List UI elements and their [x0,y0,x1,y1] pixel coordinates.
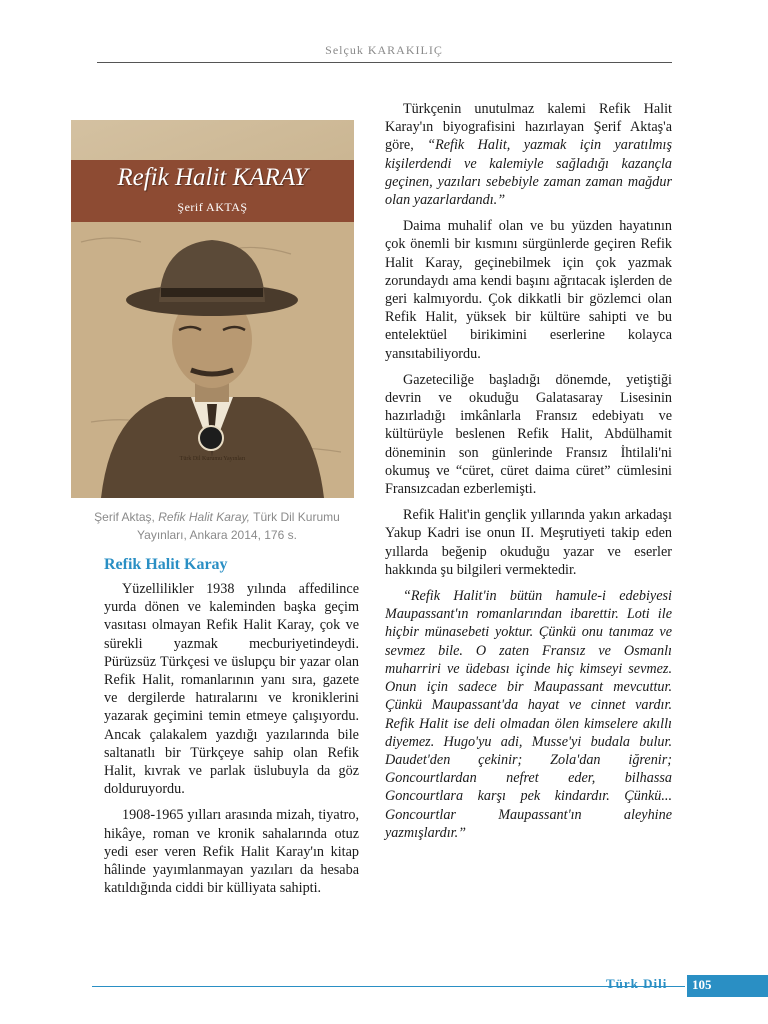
paragraph: Yüzellilikler 1938 yılında affedilince yurda dönen ve kaleminden başka geçim vasıtası olmayan Refik Halit Karay, çok ve sürekli yazmak mecburiyetindeydi. Pürüzsüz Türkçesi ve üslupçu bir yazar olan Refik Halit, romanlarının yanı sıra, gazete ve dergilerde hatıralarını ve kroniklerini yazarak geçimini temin etmeye çalışıyordu. Ancak çalakalem yazdığı yazılarında bile saltanatlı bir Türkçeye sahip olan Refik Halit, kıvrak ve parlak üslubuyla da göz dolduruyordu. [104,581,359,798]
caption-suffix: Türk Dil Kurumu Yayınları, Ankara 2014, 176 s. [137,510,340,542]
block-quote: “Refik Halit'in bütün hamule-i edebiyesi Maupassant'ın romanlarından ibarettir. Loti ile hiçbir münasebeti yoktur. Çünkü onu tanımaz ve sevmez bile. O zaten Fransız ve Osmanlı muharriri ve üdebası içinde hiç kimseyi sevmez. Onun için sadece bir Maupassant mevcuttur. Çünkü Maupassant'da hayat ve cinnet vardır. Refik Halit ise deli olmadan ölen kimselere akıllı diyemez. Hugo'yu adi, Musse'yi budala bulur. Daudet'den çekinir; Zola'dan iğrenir; Goncourtlardan nefret eder, bilhassa Goncourtlara karşı pek kindardır. Çünkü... Goncourtlar Maupassant'ın aleyhine yazmışlardır.” [385,588,672,841]
section-heading: Refik Halit Karay [104,556,228,573]
journal-name: Türk Dili [606,976,668,991]
paragraph: Daima muhalif olan ve bu yüzden hayatının çok önemli bir kısmını sürgünlerde geçiren Refik Halit Karay, geçinebilmek için çok yazmak zorundaydı ama kendi başını ağrıtacak işlerden de geri kalmıyordu. Çok dikkatli bir gözlemci olan Refik Halit, yüksek bir kültüre sahipti ve bu entelektüel birikimini eserlerine kolayca yansıtabiliyordu. [385,218,672,362]
paragraph [385,100,672,209]
paragraph: Gazeteciliğe başladığı dönemde, yetiştiği devrin ve okuduğu Galatasaray Lisesinin hazırladığı imkânlarla Fransız edebiyatı ve kültürüyle beslenen Refik Halit, Abdülhamit döneminin son günlerinde Fransız İhtilali'ni okumuş ve “cüret, cüret daima cüret” cümlesini Fransızcadan ezberlemişti. [385,371,672,498]
cover-title: Refik Halit KARAY [117,164,308,191]
header-rule [97,62,672,63]
caption-book-title: Refik Halit Karay, [158,510,251,524]
page-number: 105 [692,977,712,992]
publisher-logo [198,425,224,451]
running-head: Selçuk KARAKILIÇ [325,43,443,57]
inline-quote: “Refik Halit, yazmak için yaratılmış kişilerdendi ve kalemiyle sağladığı kazançla geçinen, yazıları sebebiyle zaman zaman mağdur olan yazarlardandı.” [385,137,672,209]
paragraph: 1908-1965 yılları arasında mizah, tiyatro, hikâye, roman ve kronik sahalarında otuz yedi eser veren Refik Halit Karay'ın kitap hâlinde yayımlanmayan yazıları da hesaba katıldığında ciddi bir külliyata sahipti. [104,807,359,897]
cover-author: Şerif AKTAŞ [177,200,248,214]
paragraph: Refik Halit'in gençlik yıllarında yakın arkadaşı Yakup Kadri ise onun II. Meşrutiyeti takip eden yıllarda beğenip okuduğu yazar ve eserler hakkında şu bilgileri vermektedir. [385,507,672,578]
book-cover-image [71,120,354,498]
footer-rule [92,986,685,987]
caption-prefix: Şerif Aktaş, [94,510,159,524]
left-column [104,580,359,905]
right-column [385,100,672,850]
paragraph-text: Türkçenin unutulmaz kalemi Refik Halit Karay'ın biyografisini hazırlayan Şerif Aktaş'a göre, [385,101,672,154]
cover-publisher: Türk Dil Kurumu Yayınları [179,456,246,462]
image-caption [86,508,348,544]
